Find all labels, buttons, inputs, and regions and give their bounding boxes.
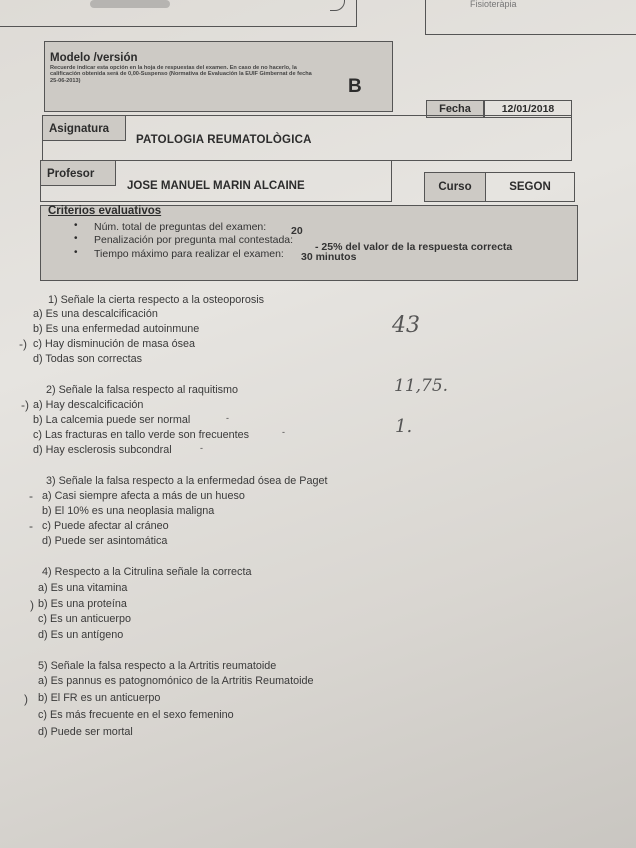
asignatura-label: Asignatura [42,115,126,141]
answer-mark-icon: - [29,489,33,503]
option-3b: b) El 10% es una neoplasia maligna [42,505,215,517]
option-4b: b) Es una proteína [38,598,127,610]
criterio-value: 30 minutos [301,251,357,263]
option-2c: c) Las fracturas en tallo verde son frecuentes [33,429,250,441]
option-1b: b) Es una enfermedad autoinmune [33,323,200,335]
option-5b: b) El FR es un anticuerpo [38,692,161,704]
criterio-value: 20 [291,225,303,237]
criterios-title: Criterios evaluativos [48,205,162,217]
profesor-value: JOSE MANUEL MARIN ALCAINE [127,180,305,192]
option-5d: d) Puede ser mortal [38,726,133,738]
model-title: Modelo /versión [50,52,138,64]
asignatura-value: PATOLOGIA REUMATOLÒGICA [136,134,312,146]
answer-mark-icon: -) [19,337,27,351]
option-3a: a) Casi siempre afecta a más de un hueso [42,490,245,502]
option-2b: b) La calcemia puede ser normal [33,414,191,426]
bullet-icon: • [74,220,78,231]
fecha-value: 12/01/2018 [484,100,572,118]
criterio-label: Penalización por pregunta mal contestada: [94,234,294,246]
top-left-cell [0,0,357,27]
criterio-value: - 25% del valor de la respuesta correcta [315,241,513,253]
profesor-label: Profesor [40,160,116,186]
question-1: 1) Señale la cierta respecto a la osteoporosis [48,294,265,306]
pencil-mark-icon: - [226,413,229,423]
option-4a: a) Es una vitamina [38,582,128,594]
top-table-fragment [0,0,636,34]
option-5a: a) Es pannus es patognomónico de la Artritis Reumatoide [38,675,314,687]
logo-fragment [90,0,170,8]
answer-mark-icon: ) [24,692,28,706]
degree-name: Fisioteràpia [470,0,517,9]
answer-mark-icon: - [29,519,33,533]
question-5: 5) Señale la falsa respecto a la Artritis reumatoide [38,660,277,672]
option-2d: d) Hay esclerosis subcondral [33,444,172,456]
bullet-icon: • [74,233,78,244]
pencil-mark-icon: - [282,427,285,437]
bullet-icon: • [74,247,78,258]
option-1c: c) Hay disminución de masa ósea [33,338,196,350]
top-right-cell [425,0,636,35]
option-3d: d) Puede ser asintomática [42,535,168,547]
option-1a: a) Es una descalcificación [33,308,158,320]
fecha-label: Fecha [426,100,484,118]
question-4: 4) Respecto a la Citrulina señale la correcta [42,566,252,578]
option-5c: c) Es más frecuente en el sexo femenino [38,709,234,721]
option-1d: d) Todas son correctas [33,353,143,365]
model-letter: B [348,76,362,97]
pencil-mark-icon: - [200,443,203,453]
option-4c: c) Es un anticuerpo [38,613,132,625]
curso-value: SEGON [485,172,575,202]
handwritten-score: 43 [392,313,420,338]
option-3c: c) Puede afectar al cráneo [42,520,169,532]
question-3: 3) Señale la falsa respecto a la enfermedad ósea de Paget [46,475,328,487]
criterio-label: Núm. total de preguntas del examen: [94,221,267,233]
model-note: Recuerde indicar esta opción en la hoja de respuestas del examen. En caso de no hacerlo, la calificación obtenida será de 0,00-Suspenso (Normativa de Evaluación la EUIF Gimbernat de fecha 25-06-2013) [50,65,312,84]
criterio-label: Tiempo máximo para realizar el examen: [94,248,284,260]
option-4d: d) Es un antígeno [38,629,124,641]
handwritten-score: 1. [395,416,413,437]
handwritten-score: 11,75. [394,376,449,396]
question-2: 2) Señale la falsa respecto al raquitismo [46,384,239,396]
answer-mark-icon: ) [30,598,34,612]
answer-mark-icon: -) [21,398,29,412]
curso-label: Curso [424,172,486,202]
option-2a: a) Hay descalcificación [33,399,144,411]
